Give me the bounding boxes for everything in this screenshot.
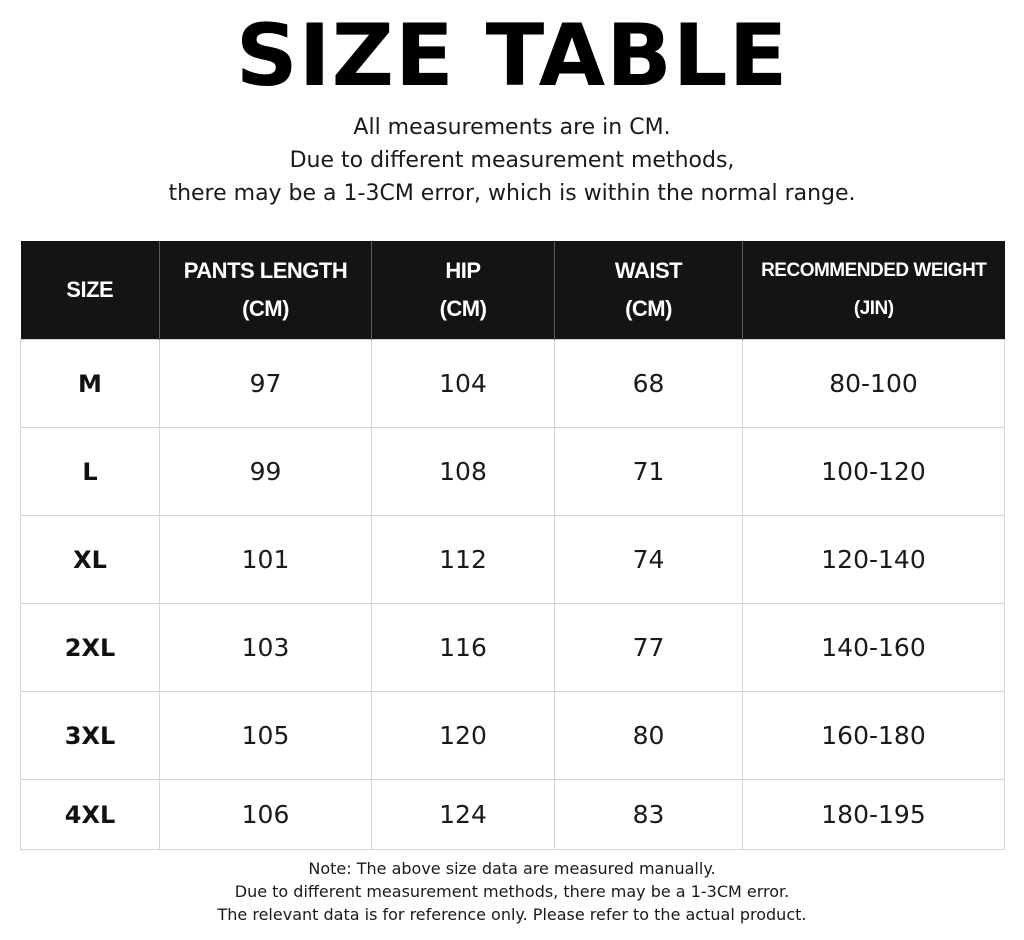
size-cell: XL <box>21 516 160 604</box>
waist-cell: 74 <box>555 516 743 604</box>
header-size <box>21 241 160 340</box>
header-unit: (CM) <box>625 296 672 321</box>
pants-length-cell: 99 <box>160 428 372 516</box>
intro-line: Due to different measurement methods, <box>289 148 735 173</box>
size-cell: L <box>21 428 160 516</box>
pants-length-cell: 97 <box>160 340 372 428</box>
header-label: WAIST <box>614 258 683 283</box>
waist-cell: 77 <box>555 604 743 692</box>
footnote-line: Note: The above size data are measured manually. <box>308 859 716 878</box>
weight-cell: 140-160 <box>743 604 1005 692</box>
size-table-header <box>21 241 1005 340</box>
header-hip <box>372 241 555 340</box>
hip-cell: 120 <box>372 692 555 780</box>
header-label: RECOMMENDED WEIGHT <box>761 260 987 281</box>
table-row <box>21 692 1005 780</box>
table-row <box>21 604 1005 692</box>
footnote-line: The relevant data is for reference only. Please refer to the actual product. <box>217 905 807 924</box>
intro-line: All measurements are in CM. <box>353 115 671 140</box>
size-cell: 4XL <box>21 780 160 850</box>
waist-cell: 83 <box>555 780 743 850</box>
hip-cell: 108 <box>372 428 555 516</box>
header-label: HIP <box>445 258 481 283</box>
header-unit: (CM) <box>439 296 487 321</box>
pants-length-cell: 106 <box>160 780 372 850</box>
header-pants-length <box>160 241 372 340</box>
pants-length-cell: 105 <box>160 692 372 780</box>
size-table <box>20 241 1005 850</box>
waist-cell: 80 <box>555 692 743 780</box>
header-recommended-weight <box>743 241 1005 340</box>
hip-cell: 104 <box>372 340 555 428</box>
pants-length-cell: 103 <box>160 604 372 692</box>
weight-cell: 160-180 <box>743 692 1005 780</box>
waist-cell: 68 <box>555 340 743 428</box>
footnote-line: Due to different measurement methods, there may be a 1-3CM error. <box>234 882 790 901</box>
waist-cell: 71 <box>555 428 743 516</box>
table-row <box>21 780 1005 850</box>
size-cell: M <box>21 340 160 428</box>
size-cell: 2XL <box>21 604 160 692</box>
header-unit: (CM) <box>242 296 289 321</box>
weight-cell: 120-140 <box>743 516 1005 604</box>
weight-cell: 180-195 <box>743 780 1005 850</box>
header-label: PANTS LENGTH <box>183 258 348 283</box>
weight-cell: 80-100 <box>743 340 1005 428</box>
hip-cell: 124 <box>372 780 555 850</box>
table-row <box>21 340 1005 428</box>
size-cell: 3XL <box>21 692 160 780</box>
header-row <box>21 241 1005 340</box>
hip-cell: 116 <box>372 604 555 692</box>
table-row <box>21 516 1005 604</box>
size-table-body <box>21 340 1005 850</box>
intro-line: there may be a 1-3CM error, which is within the normal range. <box>168 181 856 206</box>
hip-cell: 112 <box>372 516 555 604</box>
pants-length-cell: 101 <box>160 516 372 604</box>
table-row <box>21 428 1005 516</box>
header-unit: (JIN) <box>853 298 894 319</box>
header-label: SIZE <box>66 277 114 302</box>
page-title: SIZE TABLE <box>235 6 789 106</box>
weight-cell: 100-120 <box>743 428 1005 516</box>
header-waist <box>555 241 743 340</box>
